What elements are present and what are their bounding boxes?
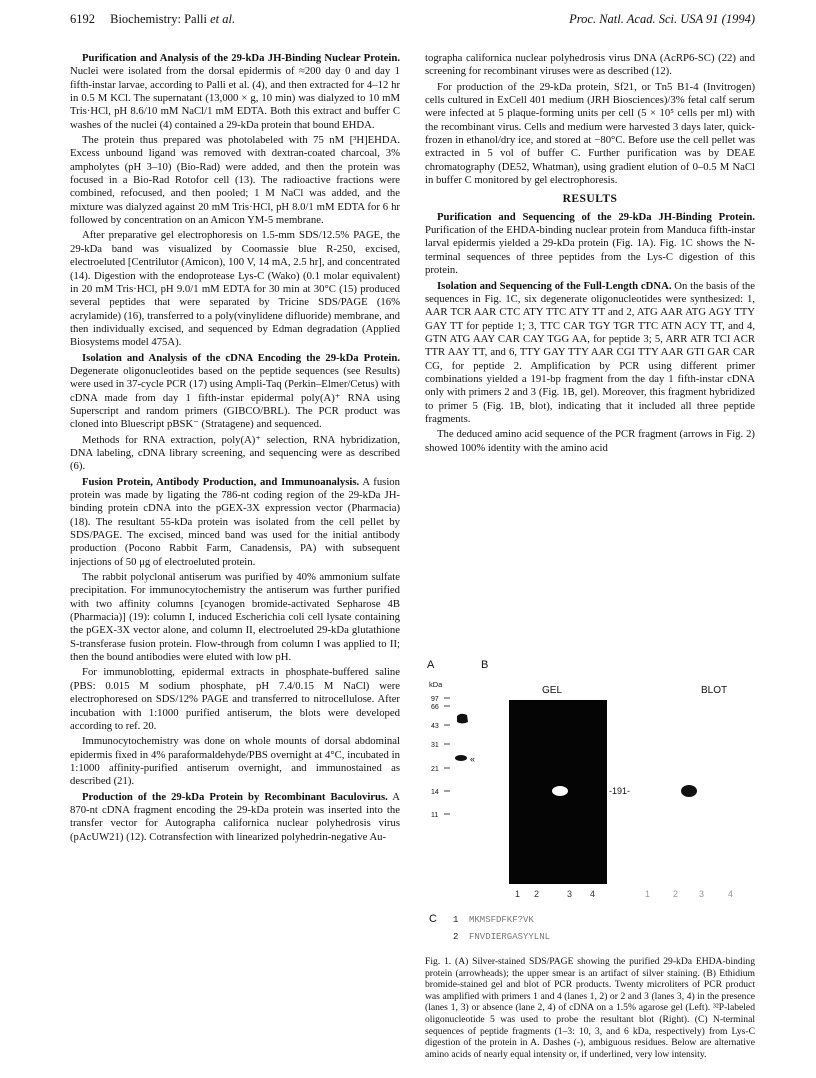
figure-1-sequences-overflow bbox=[425, 946, 755, 947]
paragraph-baculovirus bbox=[70, 791, 400, 844]
paragraph-photolabel: The protein thus prepared was photolabeled with 75 nM [³H]EHDA. Excess unbound ligand was removed with dextran-coated charcoal, 3% ampholytes (pH 3–10) (Bio-Rad) were added, and then the protein was focused in a Bio-Rad Rotofor cell (13). The radioactive fractions were combined, refocused, and then pooled; 1 M NaCl was added, and the mixture was dialyzed against 20 mM Tris·HCl, pH 8.0/1 mM EDTA for 6 hr followed by concentration on an Amicon YM-5 membrane. bbox=[70, 134, 400, 227]
paragraph-full-length-cdna bbox=[425, 280, 755, 427]
paragraph-heading: Purification and Sequencing of the 29-kDa JH-Binding Protein. bbox=[437, 210, 755, 223]
paragraph-cdna-isolation bbox=[70, 352, 400, 432]
paragraph-sequencing bbox=[425, 211, 755, 278]
paragraph-heading: Fusion Protein, Antibody Production, and Immunoanalysis. bbox=[82, 475, 360, 488]
gel-label: GEL bbox=[542, 685, 563, 696]
paragraph-body: A 870-nt cDNA fragment encoding the 29-kDa protein was inserted into the transfer vector for Autographa californica nuclear polyhedrosis virus (pAcUW21) (12). Cotransfection with linearized polyhedrin-negative Au- bbox=[70, 790, 400, 843]
right-column bbox=[425, 52, 755, 457]
paragraph-antiserum: The rabbit polyclonal antiserum was purified by 40% ammonium sulfate precipitation. For immunocytochemistry the antiserum was further purified with two affinity columns [cyanogen bromide-activated Sepharose 4B (Pharmacia)] (19): column I, induced Escherichia coli cell lysate containing the pGEX-3X vector alone, and column II, electroeluted 29-kDa glutathione S-transferase fusion protein. Flow-through from column I was applied to II; then the bound antibodies were eluted with low pH. bbox=[70, 571, 400, 664]
caption-text: (A) Silver-stained SDS/PAGE showing the purified 29-kDa EHDA-binding protein (arrowheads); the upper smear is an artifact of silver staining. (B) Ethidium bromide-stained gel and blot of PCR products. Twenty microliters of PCR product was amplified with primers 1 and 4 (lanes 1, 2) or 2 and 3 (lanes 3, 4) in the presence (lanes 1, 3) or absence (lane 2, 4) of cDNA on a 1.5% agarose gel (Left). ³²P-labeled oligonucleotide 5 was used to probe the resultant blot (Right). (C) N-terminal sequences of peptide fragments (1–3: 10, 3, and 6 kDa, respectively) from Lys-C digestion of the protein in A. Dashes (-), ambiguous residues. Below are alternative amino acids of nearly equal intensity or, if underlined, very low intensity. bbox=[425, 956, 755, 1060]
paragraph-continuation: tographa californica nuclear polyhedrosis virus DNA (AcRP6-SC) (22) and screening for recombinant viruses were as described (12). bbox=[425, 52, 755, 78]
caption-figure-label: Fig. 1. bbox=[425, 956, 452, 967]
marker-66: 66 bbox=[431, 704, 439, 711]
gel-lane-4: 4 bbox=[590, 889, 596, 899]
bp-size-label: -191- bbox=[609, 786, 631, 796]
panel-c-label: C bbox=[429, 913, 437, 925]
marker-ticks bbox=[444, 698, 450, 814]
journal-citation: Proc. Natl. Acad. Sci. USA 91 (1994) bbox=[569, 12, 755, 26]
blot-label: BLOT bbox=[701, 685, 728, 696]
blot-lane-2: 2 bbox=[673, 889, 679, 899]
blot-lane-4: 4 bbox=[728, 889, 734, 899]
paragraph-methods: Methods for RNA extraction, poly(A)⁺ selection, RNA hybridization, DNA labeling, cDNA library screening, and sequencing were as described (6). bbox=[70, 433, 400, 473]
marker-14: 14 bbox=[431, 789, 439, 796]
paragraph-heading: Production of the 29-kDa Protein by Recombinant Baculovirus. bbox=[82, 790, 388, 803]
caption-paragraph bbox=[425, 956, 755, 1060]
paragraph-body: Nuclei were isolated from the dorsal epidermis of ≈200 day 0 and day 1 fifth-instar larvae, according to Palli et al. (4), and then extracted for 4–12 hr in 0.5 M KCl. The supernatant (13,000 × g, 10 min) was dialyzed to 10 mM Tris·HCl, pH 8.6/10 mM NaCl/1 mM EDTA. Both this extract and buffer C washes of the nuclei (4) contained a 29-kDa protein that bound EHDA. bbox=[70, 65, 400, 131]
marker-31: 31 bbox=[431, 742, 439, 749]
paragraph-purification-nuclear bbox=[70, 52, 400, 132]
gel-lane-3: 3 bbox=[567, 889, 573, 899]
panel-a-label: A bbox=[427, 659, 435, 671]
left-column bbox=[70, 52, 400, 846]
paragraph-immunoblotting: For immunoblotting, epidermal extracts in phosphate-buffered saline (PBS: 0.015 M sodium phosphate, pH 7.4/0.15 M NaCl) were electrophoresed on SDS/12% PAGE and transferred to nitrocellulose. After incubation with 1:1000 purified antiserum, the blots were developed according to ref. 20. bbox=[70, 666, 400, 732]
silver-stain-29kda-band bbox=[455, 755, 467, 761]
figure-1-graphic bbox=[425, 656, 755, 946]
sequence-1: MKMSFDFKF?VK bbox=[469, 915, 534, 925]
page-header bbox=[70, 12, 755, 34]
paragraph-immunocytochemistry: Immunocytochemistry was done on whole mounts of dorsal abdominal epidermis fixed in 4% paraformaldehyde/PBS overnight at 4°C, incubated in 1:1000 affinity-purified antiserum overnight, and immunostained as described (21). bbox=[70, 735, 400, 788]
paragraph-body: Purification of the EHDA-binding nuclear protein from Manduca fifth-instar larval epidermis yielded a 29-kDa protein (Fig. 1A). Fig. 1C shows the N-terminal sequences of three peptides from the Lys-C digestion of this protein. bbox=[425, 224, 755, 277]
paragraph-gel-electrophoresis: After preparative gel electrophoresis on 1.5-mm SDS/12.5% PAGE, the 29-kDa band was visualized by Coomassie blue R-250, excised, electroeluted [Centrilutor (Amicon), 100 V, 14 mA, 2.5 hr], and concentrated (14). Digestion with the endoprotease Lys-C (Wako) (0.1 molar equivalent) in 20 mM Tris·HCl, pH 9.0/1 mM EDTA for 30 min at 30°C (15) produced several peptides that were separated by Tricine SDS/PAGE (16% acrylamide) (16), transferred to a poly(vinylidene difluoride) membrane, and then individually excised, and sequenced by Edman degradation (Applied Biosystems model 475A). bbox=[70, 229, 400, 349]
panel-b-label: B bbox=[481, 659, 489, 671]
running-title-etal: et al. bbox=[210, 12, 236, 26]
paragraph-body: On the basis of the sequences in Fig. 1C, six degenerate oligonucleotides were synthesized: 1, AAR TCR AAR CTC ATY TTC ATY TT and 2, ATG AAR ATG AGY TTY GAY TT for peptide 1; 3, TTC CAR TGY TGR TTC ATN ACY TT, and 4, GTN ATG AAY CAR CAY TGG AA, for peptide 3; 5, ARR ATR TCI ACR TTR AAY TT, and 6, TTY GAY TTY AAR CGI TTY AAR GTI GAR CAR CG, for peptide 2. Amplification by PCR using different primer combinations yielded a 191-bp fragment from the day 1 fifth-instar cDNA only with primers 2 and 3 (Fig. 1B, gel). Moreover, this fragment hybridized to primer 5 (Fig. 1B, blot), indicating that it included all three peptide fragments. bbox=[425, 279, 756, 425]
marker-21: 21 bbox=[431, 766, 439, 773]
paragraph-heading: Purification and Analysis of the 29-kDa JH-Binding Nuclear Protein. bbox=[82, 52, 400, 64]
paragraph-deduced-sequence: The deduced amino acid sequence of the PCR fragment (arrows in Fig. 2) showed 100% identity with the amino acid bbox=[425, 428, 755, 454]
paragraph-body: A fusion protein was made by ligating the 786-nt coding region of the 29-kDa JH-binding protein cDNA into the pGEX-3X expression vector (Pharmacia) (18). The resultant 55-kDa protein was isolated from the cell pellet by SDS/PAGE. The excised, minced band was used for the initial antibody production (Pocono Rabbit Farm, Canadensis, PA) with subsequent injections of 50 μg of electroeluted protein. bbox=[70, 475, 400, 568]
arrowhead-icon: « bbox=[470, 754, 476, 764]
paragraph-body: Degenerate oligonucleotides based on the peptide sequences (see Results) were used in 37-cycle PCR (17) using Ampli-Taq (Perkin–Elmer/Cetus) with cDNA made from day 1 fifth-instar epidermal poly(A)⁺ RNA using Superscript and random primers (GIBCO/BRL). The PCR product was cloned into Bluescript pBSK⁻ (Stratagene) and sequenced. bbox=[70, 364, 400, 431]
running-title: Biochemistry: Palli bbox=[110, 12, 207, 26]
paragraph-heading: Isolation and Analysis of the cDNA Encoding the 29-kDa Protein. bbox=[82, 351, 400, 364]
gel-lane-2: 2 bbox=[534, 889, 540, 899]
kda-label: kDa bbox=[429, 680, 443, 689]
paragraph-protein-production: For production of the 29-kDa protein, Sf21, or Tn5 B1-4 (Invitrogen) cells cultured in ExCell 401 medium (JRH Biosciences)/3% fetal calf serum were infected at 5 plaque-forming units per cell (5 × 10⁵ cells per ml) with the recombinant virus. Cells and medium were harvested 3 days later, quick-frozen in ethanol/dry ice, and stored at −80°C. Before use the cell pellet was extracted in 5 vol of buffer C. Further purification was by DEAE chromatography (DE52, Whatman), using gradient elution of 0–0.5 M NaCl in buffer C monitored by gel electrophoresis. bbox=[425, 80, 755, 187]
paragraph-heading: Isolation and Sequencing of the Full-Length cDNA. bbox=[437, 279, 672, 292]
page-number: 6192 bbox=[70, 12, 95, 26]
gel-lane-1: 1 bbox=[515, 889, 521, 899]
figure-1-caption bbox=[425, 956, 755, 1060]
blot-signal bbox=[681, 785, 697, 797]
sequence-1-number: 1 bbox=[453, 915, 459, 925]
blot-lane-1: 1 bbox=[645, 889, 651, 899]
marker-97: 97 bbox=[431, 696, 439, 703]
header-left bbox=[70, 12, 235, 27]
silver-stain-upper-smear bbox=[457, 714, 468, 724]
marker-11: 11 bbox=[431, 812, 439, 819]
paragraph-fusion-protein bbox=[70, 476, 400, 569]
section-title-results: RESULTS bbox=[562, 193, 618, 206]
sequence-2: FNVDIERGASYYLNL bbox=[469, 932, 551, 942]
sequence-2-number: 2 bbox=[453, 932, 459, 942]
marker-43: 43 bbox=[431, 723, 439, 730]
blot-lane-3: 3 bbox=[699, 889, 705, 899]
figure-1 bbox=[425, 656, 755, 946]
gel-band-191bp bbox=[552, 786, 568, 796]
